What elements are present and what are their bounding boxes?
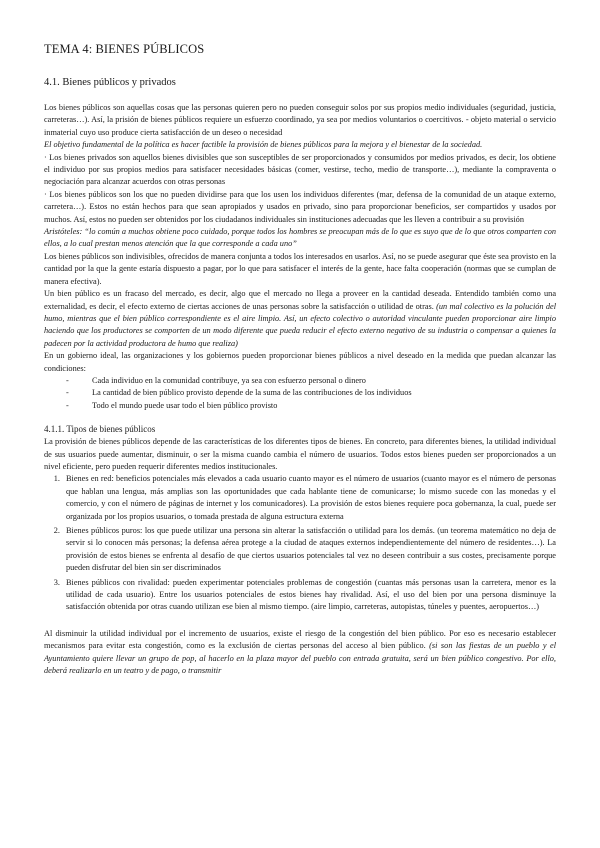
list-item: - La cantidad de bien público provisto depende de la suma de las contribuciones de los individuos (66, 387, 556, 399)
intro-paragraph: Los bienes públicos son aquellas cosas que las personas quieren pero no pueden conseguir solos por sus propios medio individuales (seguridad, justicia, carreteras…). Así, la prisión de bienes públicos requiere un esfuerzo coordinado, ya sea por medios voluntarios o coercitivos. - objeto material o servicio inmaterial cuyo uso produce cierta satisfacción de un deseo o necesidad (44, 103, 556, 137)
conditions-list (44, 375, 556, 412)
market-failure-paragraph (44, 288, 556, 350)
types-list (44, 473, 556, 613)
indivisible-paragraph: Los bienes públicos son indivisibles, ofrecidos de manera conjunta a todos los interesados en usarlos. Así, no se puede asegurar que éste sea provisto en la cantidad por la que la gente estaría dispuesto a pagar, por lo que para satisfacer el interés de la gente, hace falta cooperación (normas que se cumplan de manera efectiva). (44, 251, 556, 286)
types-intro-paragraph: La provisión de bienes públicos depende de las características de los diferentes tipos de bienes. En concreto, para diferentes bienes, la utilidad individual de sus usuarios puede aumentar, disminuir, o ser la misma cuando cambia el número de usuarios. Todos estos bienes pueden ser proporcionados a un nivel eficiente, pero pueden requerir diferentes medios institucionales. (44, 437, 556, 471)
ideal-government-paragraph: En un gobierno ideal, las organizaciones y los gobiernos pueden proporcionar bienes públicos a nivel deseado en la medida que puedan alcanzar las condiciones: (44, 351, 556, 373)
list-item: 1. Bienes en red: beneficios potenciales más elevados a cada usuario cuanto mayor es el número de usuarios (cuanto mayor es el número de personas que hablan una lengua, más amplias son las oportunidades que cada hablante tiene de comunicarse; lo mismo sucede con las monedas y el comercio, y con el número de páginas de internet y los comunicadores). La provisión de estos bienes requiere poca gobernanza, la cual, puede ser organizada por los propios usuarios, o tomada prestada de alguna estructura externa (62, 473, 556, 523)
closing-text: Al disminuir la utilidad individual por el incremento de usuarios, existe el riesgo de la congestión del bien público. Por eso es necesario establecer mecanismos para evitar esta congestión, como es la exclusión de ciertas personas del acceso al bien público. (44, 628, 556, 651)
public-goods-paragraph: · Los bienes públicos son los que no pueden dividirse para que los usen los individuos diferentes (mar, defensa de la comunidad de un ataque externo, carretera…). Estos no están hechos para que sean apropiados y usados en privado, sino para proporcionar beneficios, ser compartidos y usados por muchos. Así, estos no pueden ser obtenidos por los ciudadanos individuales sin instituciones adecuadas que les lleven a contribuir a su provisión (44, 189, 556, 224)
closing-paragraph (44, 628, 556, 678)
objective-paragraph: El objetivo fundamental de la política es hacer factible la provisión de bienes públicos para la mejora y el bienestar de la sociedad. (44, 140, 483, 150)
list-item: - Cada individuo en la comunidad contribuye, ya sea con esfuerzo personal o dinero (66, 375, 556, 387)
document-title: TEMA 4: BIENES PÚBLICOS (44, 42, 205, 56)
list-item: 2. Bienes públicos puros: los que puede utilizar una persona sin alterar la satisfacción o utilidad para los demás. (un teorema matemático no deja de servir si lo conocen más personas; la defensa aérea protege a la ciudad de ataques externos independientemente del número de residentes…). La provisión de estos bienes se enfrenta al desafío de que ciertos usuarios potenciales tal vez no deseen contribuir a sus costes, precisamente porque pueden disfrutar del bien sin ser discriminados (62, 525, 556, 575)
market-failure-example: (un mal colectivo es la polución del humo, mientras que el bien público correspondiente es el aire limpio. Así, un efecto colectivo o autoridad vinculante pueden proporcionar aire limpio haciendo que los productores se comporten de un modo diferente que pueda reducir el efecto externo negativo de su industria o compensar a quienes la padecen por la actividad productora de humo que realiza) (44, 301, 556, 348)
private-goods-paragraph: · Los bienes privados son aquellos bienes divisibles que son susceptibles de ser proporcionados y consumidos por medios privados, es decir, los obtiene el individuo por sus propios medios para satisfacer necesidades básicas (comer, vestirse, techo, medio de transporte…), mediante la compraventa o negociación para alcanzar acuerdos con otras personas (44, 152, 556, 187)
aristotle-quote: Aristóteles: “lo común a muchos obtiene poco cuidado, porque todos los hombres se preocupan más de lo que es suyo que de lo que otros comparten con ellos, a lo cual prestan menos atención que la que corresponde a cada uno” (44, 227, 556, 249)
section-heading: 4.1. Bienes públicos y privados (44, 77, 176, 88)
closing-example: (si son las fiestas de un pueblo y el Ayuntamiento quiere llevar un grupo de pop, al hacerlo en la plaza mayor del pueblo con entrada gratuita, será un bien público congestivo. Por ello, deberá realizarlo en un teatro y de pago, o transmitir (44, 641, 556, 676)
list-item: 3. Bienes públicos con rivalidad: pueden experimentar potenciales problemas de congestión (cuantas más personas usan la carretera, menor es la utilidad de cada usuario). Entre los usuarios potenciales de estos bienes hay rivalidad. Así, el uso del bien por una persona disminuye la satisfacción obtenida por otras cuando utilizan ese bien al mismo tiempo. (aire limpio, carreteras, autopistas, túneles y puentes, aeropuertos…) (62, 577, 556, 614)
list-item: - Todo el mundo puede usar todo el bien público provisto (66, 400, 556, 412)
market-failure-text: Un bien público es un fracaso del mercado, es decir, algo que el mercado no llega a proveer en la cantidad deseada. Entendido también como una externalidad, es decir, el efecto externo de ciertas acciones de unas personas sobre la satisfacción o utilidad de otras. (44, 289, 556, 311)
subsection-heading: 4.1.1. Tipos de bienes públicos (44, 424, 156, 435)
